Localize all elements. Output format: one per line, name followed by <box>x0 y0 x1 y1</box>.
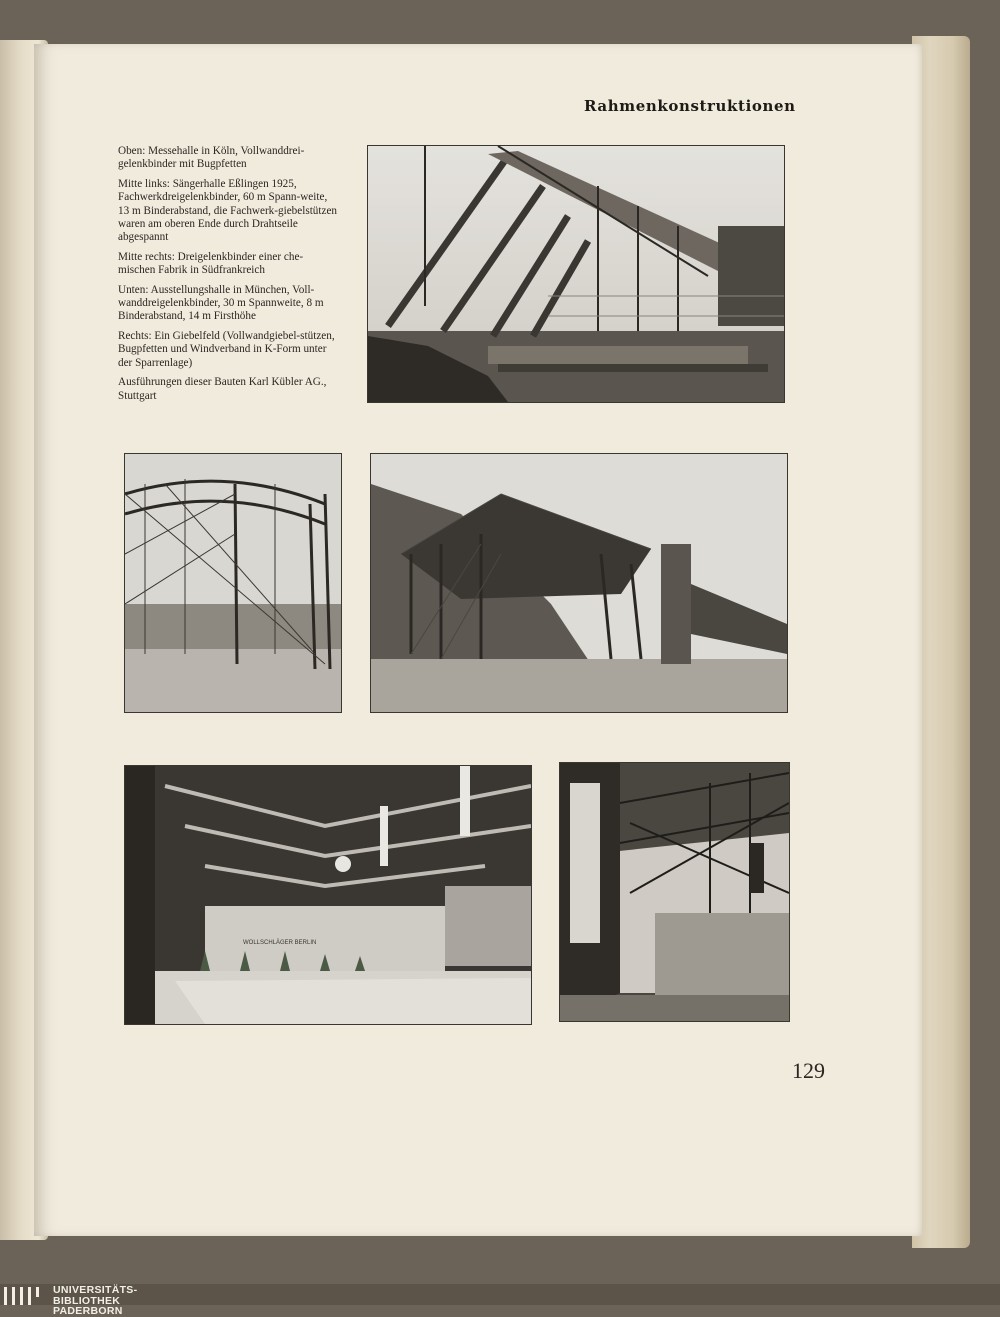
caption-mitte-links: Mitte links: Sängerhalle Eßlingen 1925, Fachwerkdreigelenkbinder, 60 m Spann-weite, 13 m Binderabstand, die Fachwerk-giebelstützen waren am oberen Ende durch Drahtseile abgespannt <box>118 177 338 244</box>
library-logo <box>0 1284 300 1317</box>
caption-ausfuehrungen: Ausführungen dieser Bauten Karl Kübler AG., Stuttgart <box>118 376 327 402</box>
logo-line-3: PADERBORN <box>53 1305 123 1317</box>
photo-saengerhalle-esslingen <box>124 453 342 713</box>
caption-unten: Unten: Ausstellungshalle in München, Voll-wanddreigelenkbinder, 30 m Spannweite, 8 m Binderabstand, 14 m Firsthöhe <box>118 283 324 323</box>
caption-oben: Oben: Messehalle in Köln, Vollwanddrei-gelenkbinder mit Bugpfetten <box>118 145 305 171</box>
logo-line-1: UNIVERSITÄTS- <box>53 1284 138 1296</box>
photo-ausstellungshalle-muenchen <box>124 765 532 1025</box>
page-number: 129 <box>792 1058 825 1083</box>
hall-sign: WOLLSCHLÄGER BERLIN <box>243 940 317 946</box>
photo-giebelfeld <box>559 762 790 1022</box>
logo-line-2: BIBLIOTHEK <box>53 1294 121 1307</box>
caption-rechts: Rechts: Ein Giebelfeld (Vollwandgiebel-stützen, Bugpfetten und Windverband in K-Form unter der Sparrenlage) <box>118 329 335 369</box>
caption-mitte-rechts: Mitte rechts: Dreigelenkbinder einer che-mischen Fabrik in Südfrankreich <box>118 250 304 277</box>
photo-messehalle-koeln <box>367 145 785 403</box>
library-logo-text <box>53 1285 137 1317</box>
photo-fabrik-suedfrankreich <box>370 453 788 713</box>
caption-block <box>118 145 340 409</box>
running-head: Rahmenkonstruktionen <box>584 97 796 115</box>
library-logo-icon <box>4 1287 44 1305</box>
